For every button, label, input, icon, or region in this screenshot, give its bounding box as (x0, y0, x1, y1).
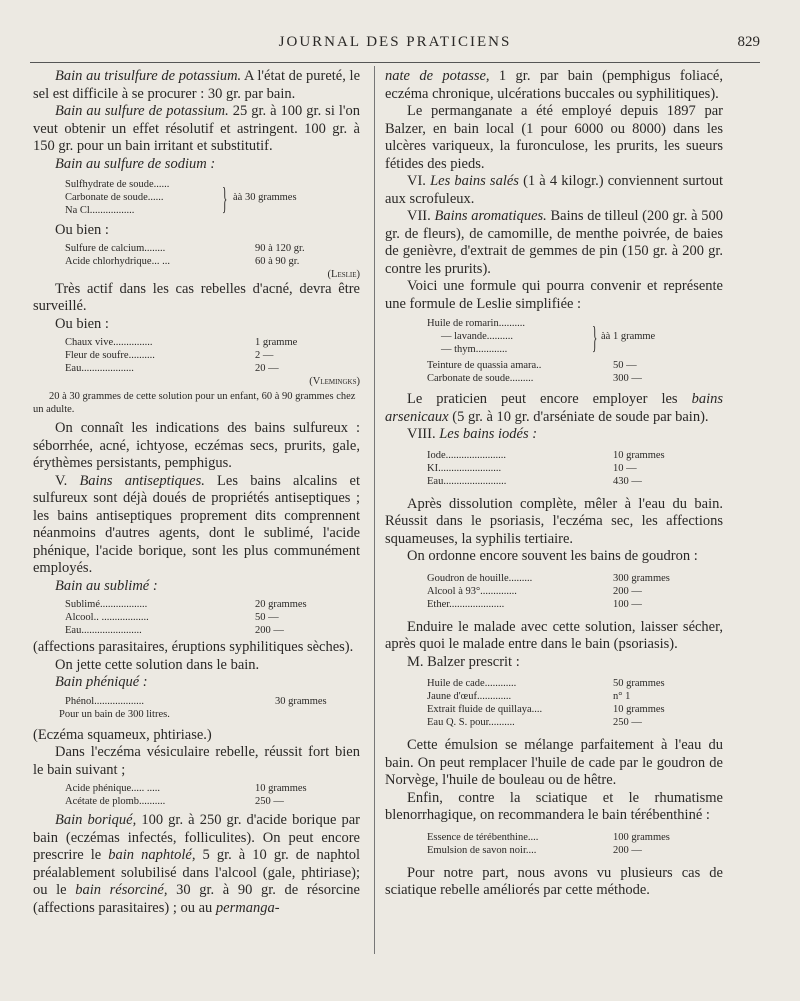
formula-row (427, 703, 723, 716)
formula-row (65, 624, 360, 637)
paragraph (33, 103, 360, 156)
paragraph-text: 25 gr. à 100 gr. si l'on veut obtenir un effet résolutif et astringent. 100 gr. à 150 gr. pour un bain irritant et substitutif. (33, 103, 360, 154)
quantity: 10 grammes (613, 704, 665, 715)
brace: } (221, 180, 228, 216)
ingredient: Acétate de plomb.......... (65, 796, 166, 807)
paragraph: Voici une formule qui pourra convenir et représente une formule de Leslie simplifiée : (385, 278, 723, 312)
paragraph (385, 68, 723, 103)
paragraph: Le permanganate a été employé depuis 1897 par Balzer, en bain local (1 pour 6000 ou 8000) dans les ulcères variqueux, la furonculose, les prurits, les sueurs fétides des pieds. (385, 103, 723, 172)
quantity: 50 grammes (613, 678, 665, 689)
quantity: 250 — (613, 717, 642, 728)
treatment-title: Bain boriqué, (55, 812, 137, 828)
paragraph-text: Le praticien peut encore employer les (407, 391, 692, 407)
ingredient: — lavande.......... (441, 331, 514, 342)
formula-row (427, 716, 723, 729)
ingredient: Na Cl................. (65, 205, 135, 216)
brace: } (591, 319, 598, 355)
ingredient: Sublimé.................. (65, 599, 148, 610)
ingredient: Goudron de houille......... (427, 572, 533, 584)
paragraph (385, 426, 723, 444)
ingredient: Sulfure de calcium........ (65, 242, 166, 254)
treatment-title: Bain au sulfure de sodium : (55, 155, 216, 172)
treatment-title: nate de potasse, (385, 68, 490, 84)
formula-row (65, 598, 360, 611)
section-number: V. (55, 472, 80, 489)
paragraph (385, 391, 723, 426)
paragraph: M. Balzer prescrit : (407, 653, 520, 670)
treatment-title: bain naphtolé, (108, 847, 196, 863)
formula-row (65, 695, 360, 708)
formula-row (427, 449, 723, 462)
header-rule (30, 62, 760, 63)
section-title: Bains aromatiques. (434, 208, 547, 224)
treatment-title: permanga- (215, 899, 280, 916)
ingredient: Jaune d'œuf............. (427, 691, 512, 702)
ingredient: Phénol................... (65, 695, 145, 707)
ingredient: Alcool à 93°.............. (427, 585, 517, 597)
formula-row (65, 242, 360, 255)
quantity: 50 — (613, 360, 637, 371)
quantity: 30 grammes (275, 695, 327, 707)
treatment-title: Bain au sublimé : (55, 577, 158, 594)
quantity: n° 1 (613, 691, 631, 702)
paragraph-text: Les bains alcalins et sulfureux sont déjà doués de propriétés antiseptiques ; les bains antiseptiques proprement dits comprennent néanmoins d'autres agents, dont le sublimé, l'acide phénique, l'acide borique, sont les plus communément employés. (33, 472, 360, 576)
journal-title: JOURNAL DES PRATICIENS (278, 34, 512, 50)
ingredient: Ether..................... (427, 598, 505, 610)
paragraph-text: (5 gr. à 10 gr. d'arséniate de soude par bain). (448, 408, 709, 425)
formula-row (65, 611, 360, 624)
formula-row (427, 844, 723, 857)
page-number: 829 (737, 34, 760, 50)
formula-goudron (427, 572, 723, 611)
paragraph: On ordonne encore souvent les bains de goudron : (407, 548, 698, 564)
section-title: Les bains salés (430, 173, 519, 189)
formula-row (65, 336, 360, 349)
ingredient: Eau Q. S. pour.......... (427, 717, 515, 728)
ingredient: — thym............ (441, 344, 508, 355)
quantity: 2 — (255, 350, 274, 361)
formula-aromatique (427, 317, 723, 357)
ingredient: Extrait fluide de quillaya.... (427, 704, 543, 715)
ingredient: Alcool.. .................. (65, 612, 149, 623)
quantity: 90 à 120 gr. (255, 242, 305, 254)
ou-bien: Ou bien : (55, 315, 109, 332)
formula-row (427, 585, 723, 598)
ingredient: Essence de térébenthine.... (427, 831, 539, 843)
ingredient: Eau....................... (65, 625, 142, 636)
paragraph: (affections parasitaires, éruptions syphilitiques sèches). (33, 639, 354, 655)
paragraph (33, 812, 360, 917)
formula-author: (Leslie) (327, 268, 360, 280)
treatment-title: Bain au sulfure de potassium. (55, 103, 229, 119)
section-title: Bains antiseptiques. (79, 472, 205, 489)
ingredient: Huile de cade............ (427, 678, 517, 689)
quantity: 100 — (613, 598, 642, 610)
formula-sodium (65, 178, 360, 218)
ingredient: Acide chlorhydrique... ... (65, 255, 170, 267)
paragraph-text: (1 à 4 kilogr.) conviennent surtout aux scrofuleux. (385, 173, 723, 207)
formula-row (427, 690, 723, 703)
ingredient: Eau.................... (65, 363, 134, 374)
formula-sublime (65, 598, 360, 637)
formula-row (427, 330, 723, 343)
column-divider (374, 66, 375, 954)
ingredient: Huile de romarin.......... (427, 318, 525, 329)
page-header (30, 34, 760, 56)
quantity: 200 — (613, 844, 642, 856)
formula-row (427, 317, 723, 330)
ingredient: Carbonate de soude......... (427, 373, 534, 384)
ingredient: Eau........................ (427, 475, 507, 487)
formula-chaux (65, 336, 360, 388)
paragraph-text: 5 gr. à 10 gr. de naphtol préalablement solubilisé dans l'alcool (gale, phtiriase); ou le (33, 847, 360, 898)
quantity: 50 — (255, 612, 279, 623)
paragraph (33, 68, 360, 103)
quantity: 1 gramme (255, 337, 298, 348)
quantity: 300 grammes (613, 572, 670, 584)
quantity: 20 — (255, 363, 279, 374)
formula-terebenthine (427, 831, 723, 857)
formula-phenol (59, 695, 360, 721)
quantity: 300 — (613, 373, 642, 384)
formula-phenique (65, 782, 360, 808)
quantity: 200 — (613, 585, 642, 597)
paragraph (385, 173, 723, 208)
ingredient: Carbonate de soude...... (65, 192, 164, 203)
formula-note: 20 à 30 grammes de cette solution pour un enfant, 60 à 90 grammes chez un adulte. (33, 391, 356, 415)
treatment-title: Bain au trisulfure de potassium. (55, 68, 242, 84)
formula-calcium (65, 242, 360, 281)
paragraph-text: 30 gr. à 90 gr. de résorcine (affections parasitaires) ; ou au (33, 882, 360, 916)
paragraph (385, 208, 723, 278)
formula-row (427, 372, 723, 385)
paragraph: Après dissolution complète, mêler à l'eau du bain. Réussit dans le psoriasis, l'eczéma sec, les affections squameuses, la syphilis tertiaire. (385, 495, 723, 547)
ingredient: Chaux vive............... (65, 337, 153, 348)
quantity: 250 — (255, 796, 284, 807)
treatment-title: Bain phéniqué : (55, 674, 148, 690)
formula-row (65, 795, 360, 808)
formula-row (65, 191, 360, 204)
treatment-title: bain résorciné, (75, 882, 168, 898)
formula-row (427, 677, 723, 690)
ou-bien: Ou bien : (55, 222, 109, 238)
quantity: 20 grammes (255, 599, 307, 610)
formula-iode (427, 449, 723, 488)
formula-row (427, 462, 723, 475)
section-number: VII. (407, 208, 435, 224)
right-column (385, 68, 723, 900)
ingredient: Sulfhydrate de soude...... (65, 179, 170, 190)
formula-row (65, 362, 360, 375)
formula-row (427, 598, 723, 611)
formula-row (427, 343, 723, 356)
formula-cade (427, 677, 723, 729)
formula-row (427, 359, 723, 372)
quantity: 10 grammes (613, 449, 665, 461)
quantity: àà 30 grammes (233, 192, 297, 203)
quantity: 200 — (255, 625, 284, 636)
ingredient: Acide phénique..... ..... (65, 783, 161, 794)
formula-row (427, 831, 723, 844)
formula-row (65, 178, 360, 191)
paragraph: On connaît les indications des bains sulfureux : séborrhée, acné, ichtyose, eczémas secs, prurits, gale, érythèmes persistants, pemphigus. (33, 420, 360, 471)
quantity: 100 grammes (613, 831, 670, 843)
formula-row (65, 204, 360, 217)
paragraph-text: 100 gr. à 250 gr. d'acide borique par bain (eczémas infectés, folliculites). On peut encore prescrire le (33, 812, 360, 863)
paragraph: On jette cette solution dans le bain. (55, 656, 260, 673)
paragraph: Très actif dans les cas rebelles d'acné, devra être surveillé. (33, 280, 360, 314)
section-number: VIII. (407, 426, 440, 442)
ingredient: Teinture de quassia amara.. (427, 360, 542, 371)
paragraph: Enduire le malade avec cette solution, laisser sécher, après quoi le malade entre dans le bain (psoriasis). (385, 618, 723, 652)
paragraph: (Eczéma squameux, phtiriase.) (33, 726, 212, 743)
formula-row (65, 782, 360, 795)
paragraph (33, 473, 360, 578)
paragraph: Dans l'eczéma vésiculaire rebelle, réussit fort bien le bain suivant ; (33, 744, 360, 778)
formula-note: Pour un bain de 300 litres. (59, 708, 170, 720)
formula-aromatique-extra (427, 359, 723, 385)
treatment-title: bains arsenicaux (385, 391, 723, 425)
quantity: 10 — (613, 462, 637, 474)
formula-row (427, 475, 723, 488)
section-title: Les bains iodés : (439, 426, 538, 442)
formula-author: (Vlemingks) (309, 376, 360, 387)
paragraph-text: 1 gr. par bain (pemphigus foliacé, eczéma chronique, ulcérations buccales ou syphilitiques). (385, 68, 723, 102)
ingredient: KI........................ (427, 462, 502, 474)
ingredient: Emulsion de savon noir.... (427, 844, 537, 856)
section-number: VI. (407, 173, 431, 189)
quantity: 10 grammes (255, 783, 307, 794)
quantity: 60 à 90 gr. (255, 255, 300, 267)
formula-row (65, 349, 360, 362)
paragraph: Enfin, contre la sciatique et le rhumatisme blenorrhagique, on recommandera le bain térébenthiné : (385, 789, 723, 823)
formula-row (427, 572, 723, 585)
ingredient: Iode....................... (427, 449, 507, 461)
quantity: 430 — (613, 475, 642, 487)
left-column (33, 68, 360, 917)
paragraph-text: Bains de tilleul (200 gr. à 500 gr. de fleurs), de camomille, de menthe poivrée, de baies de genièvre, d'extrait de gemmes de pin (150 gr. à 200 gr. contre les prurits). (385, 208, 723, 277)
paragraph-text: A l'état de pureté, le sel est difficile à se procurer : 30 gr. par bain. (33, 68, 361, 102)
quantity: àà 1 gramme (601, 331, 656, 342)
paragraph: Pour notre part, nous avons vu plusieurs cas de sciatique rebelle améliorés par cette méthode. (385, 864, 723, 898)
formula-row (65, 255, 360, 268)
ingredient: Fleur de soufre.......... (65, 350, 155, 361)
paragraph: Cette émulsion se mélange parfaitement à l'eau du bain. On peut remplacer l'huile de cade par le goudron de Norvège, l'huile de bouleau ou de hêtre. (385, 737, 723, 788)
